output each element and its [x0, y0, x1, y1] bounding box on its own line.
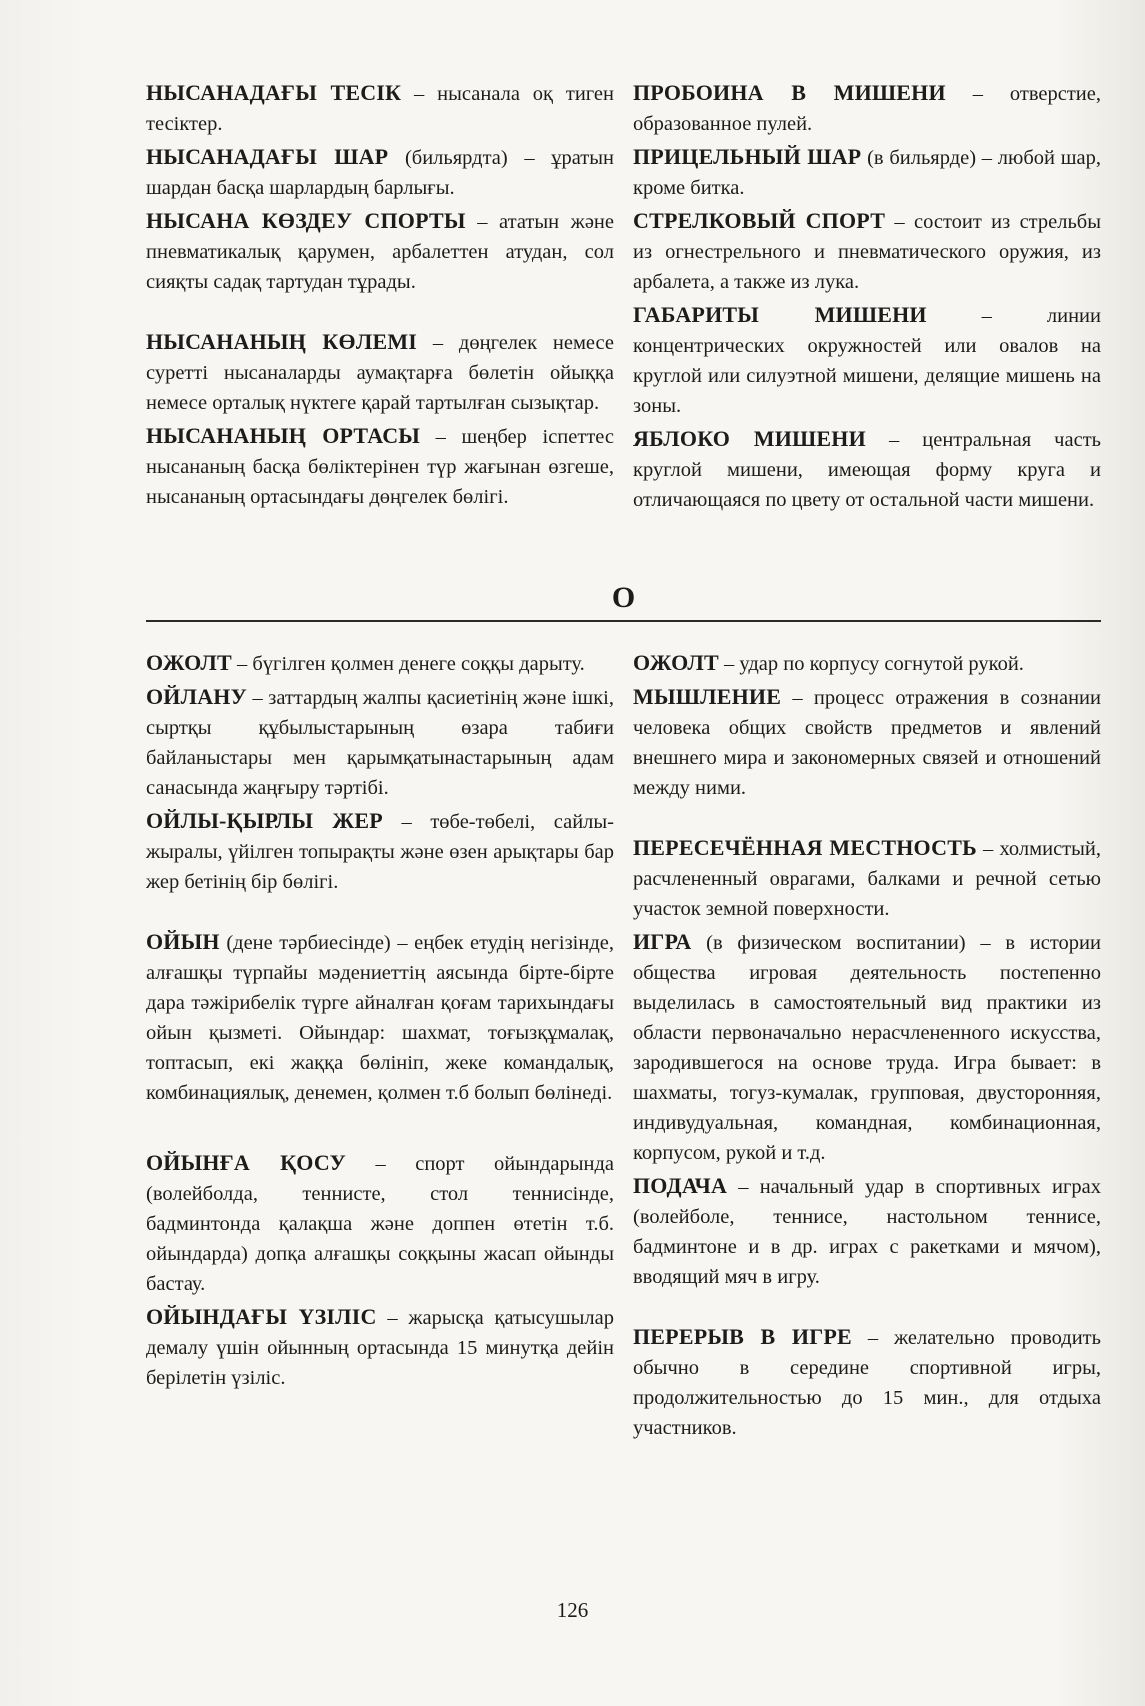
entry [633, 1171, 1101, 1292]
entry-definition: – бүгілген қолмен денеге соққы дарыту. [231, 653, 585, 675]
entry-definition: – линии концентрических окружностей или овалов на круглой или силуэтной мишени, делящие мишень на зоны. [633, 305, 1101, 417]
entry-term: ПОДАЧА [633, 1173, 728, 1198]
entry [146, 927, 614, 1108]
entry-definition: – холмистый, расчлененный оврагами, балками и речной сетью участок земной поверхности. [633, 838, 1101, 920]
entry [633, 424, 1101, 515]
entry-term: НЫСАНАНЫҢ ОРТАСЫ [146, 423, 421, 448]
entry-term: МЫШЛЕНИЕ [633, 684, 782, 709]
entry [146, 806, 614, 897]
entry [633, 1322, 1101, 1443]
page-number: 126 [556, 1598, 589, 1622]
entry-term: ГАБАРИТЫ МИШЕНИ [633, 302, 927, 327]
entry-definition: – заттардың жалпы қасиетінің және ішкі, сыртқы құбылыстарының өзара табиғи байланыстары мен қарымқатынастарының адам санасында жаңғыру тәртібі. [146, 687, 614, 799]
column-kazakh-bottom [146, 648, 614, 1443]
entry [633, 142, 1101, 203]
entry-definition: – спорт ойындарында (волейболда, теннисте, стол теннисінде, бадминтонда қалақша және доппен өтетін т.б. ойындарда) допқа алғашқы соққыны жасап ойынды бастау. [146, 1153, 614, 1295]
entry-term: ЯБЛОКО МИШЕНИ [633, 426, 866, 451]
entry-term: ОЙЫНДАҒЫ ҮЗІЛІС [146, 1304, 377, 1329]
section-top [146, 78, 1101, 515]
entry-definition: – нысанала оқ тиген тесіктер. [146, 83, 614, 135]
section-letter: О [611, 581, 636, 614]
entry-term: ОЙЫН [146, 929, 220, 954]
entry-term: ОЖОЛТ [146, 650, 232, 675]
entry [633, 206, 1101, 297]
entry-definition: – желательно проводить обычно в середине спортивной игры, продолжительностью до 15 мин., для отдыха участников. [633, 1327, 1101, 1439]
entry-term: НЫСАНА КӨЗДЕУ СПОРТЫ [146, 208, 466, 233]
entry-term: ИГРА [633, 929, 692, 954]
entry-definition: – жарысқа қатысушылар демалу үшін ойынның ортасында 15 минутқа дейін берілетін үзіліс. [146, 1307, 615, 1389]
entry-term: ПЕРЕСЕЧЁННАЯ МЕСТНОСТЬ [633, 835, 977, 860]
entry [633, 78, 1101, 139]
entry-definition: (бильярдта) – ұратын шардан басқа шарлардың барлығы. [146, 147, 614, 199]
entry [146, 648, 614, 679]
entry-term: ОЙЫНҒА ҚОСУ [146, 1150, 346, 1175]
entry-definition: – процесс отражения в сознании человека общих свойств предметов и явлений внешнего мира и закономерных связей и отношений между ними. [633, 687, 1101, 799]
entry [633, 300, 1101, 421]
entry [146, 1148, 614, 1299]
entry-definition: (в физическом воспитании) – в истории общества игровая деятельность постепенно выделилась в самостоятельный вид практики из области первоначально нерасчлененного искусства, зародившегося на основе труда. Игра бывает: в шахматы, тогуз-кумалак, групповая, двусторонняя, индивудуальная, командная, комбинационная, корпусом, рукой и т.д. [633, 932, 1101, 1164]
entry-definition: – төбе-төбелі, сайлы-жыралы, үйілген топырақты және өзен арықтары бар жер бетінің бір бөлігі. [146, 811, 615, 893]
entry [633, 648, 1101, 679]
entry-definition: – ататын және пневматикалық қарумен, арбалеттен атудан, сол сияқты садақ тартудан тұрады. [146, 211, 614, 293]
section-bottom [146, 648, 1101, 1443]
column-russian-bottom [633, 648, 1101, 1443]
entry-definition: – отверстие, образованное пулей. [633, 83, 1101, 135]
column-kazakh-top [146, 78, 614, 515]
entry [633, 833, 1101, 924]
entry-term: ПРИЦЕЛЬНЫЙ ШАР [633, 144, 862, 169]
entry-term: ПРОБОИНА В МИШЕНИ [633, 80, 946, 105]
entry [146, 1302, 614, 1393]
entry-term: ПЕРЕРЫВ В ИГРЕ [633, 1324, 852, 1349]
entry [146, 327, 614, 418]
entry [146, 421, 614, 512]
entry-term: НЫСАНАНЫҢ КӨЛЕМІ [146, 329, 418, 354]
entry-definition: – состоит из стрельбы из огнестрельного и пневматического оружия, из арбалета, а также из лука. [633, 211, 1102, 293]
entry [146, 206, 614, 297]
entry-definition: – дөңгелек немесе суретті нысаналарды аумақтарға бөлетін ойыққа немесе орталық нүктеге қарай тартылған сызықтар. [146, 332, 614, 414]
divider-rule [146, 620, 1101, 622]
entry [633, 927, 1101, 1168]
entry-definition: – центральная часть круглой мишени, имеющая форму круга и отличающаяся по цвету от остальной части мишени. [633, 429, 1101, 511]
entry-definition: – удар по корпусу согнутой рукой. [718, 653, 1024, 675]
entry-term: ОЙЛЫ-ҚЫРЛЫ ЖЕР [146, 808, 383, 833]
entry-definition: – начальный удар в спортивных играх (волейболе, теннисе, настольном теннисе, бадминтоне и в др. играх с ракетками и мячом), вводящий мяч в игру. [633, 1176, 1101, 1288]
entry [146, 682, 614, 803]
entry [146, 142, 614, 203]
entry-term: НЫСАНАДАҒЫ ТЕСІК [146, 80, 402, 105]
entry-term: ОЙЛАНУ [146, 684, 247, 709]
entry-term: НЫСАНАДАҒЫ ШАР [146, 144, 389, 169]
column-russian-top [633, 78, 1101, 515]
entry-definition: (дене тәрбиесінде) – еңбек етудің негізінде, алғашқы түрпайы мәдениеттің аясында бірте-бірте дара тәжірибелік түрге айналған қоғам тарихындағы ойын қызметі. Ойындар: шахмат, тоғызқұмалақ, топтасып, екі жаққа бөлініп, жеке командалық, комбинациялық, денемен, қолмен т.б болып бөлінеді. [146, 932, 614, 1104]
entry-definition: (в бильярде) – любой шар, кроме битка. [633, 147, 1101, 199]
entry-term: ОЖОЛТ [633, 650, 719, 675]
entry [633, 682, 1101, 803]
entry-term: СТРЕЛКОВЫЙ СПОРТ [633, 208, 886, 233]
entry-definition: – шеңбер іспеттес нысананың басқа бөліктерінен түр жағынан өзгеше, нысананың ортасындағы дөңгелек бөлігі. [146, 426, 614, 508]
entry [146, 78, 614, 139]
letter-divider [146, 580, 1101, 628]
